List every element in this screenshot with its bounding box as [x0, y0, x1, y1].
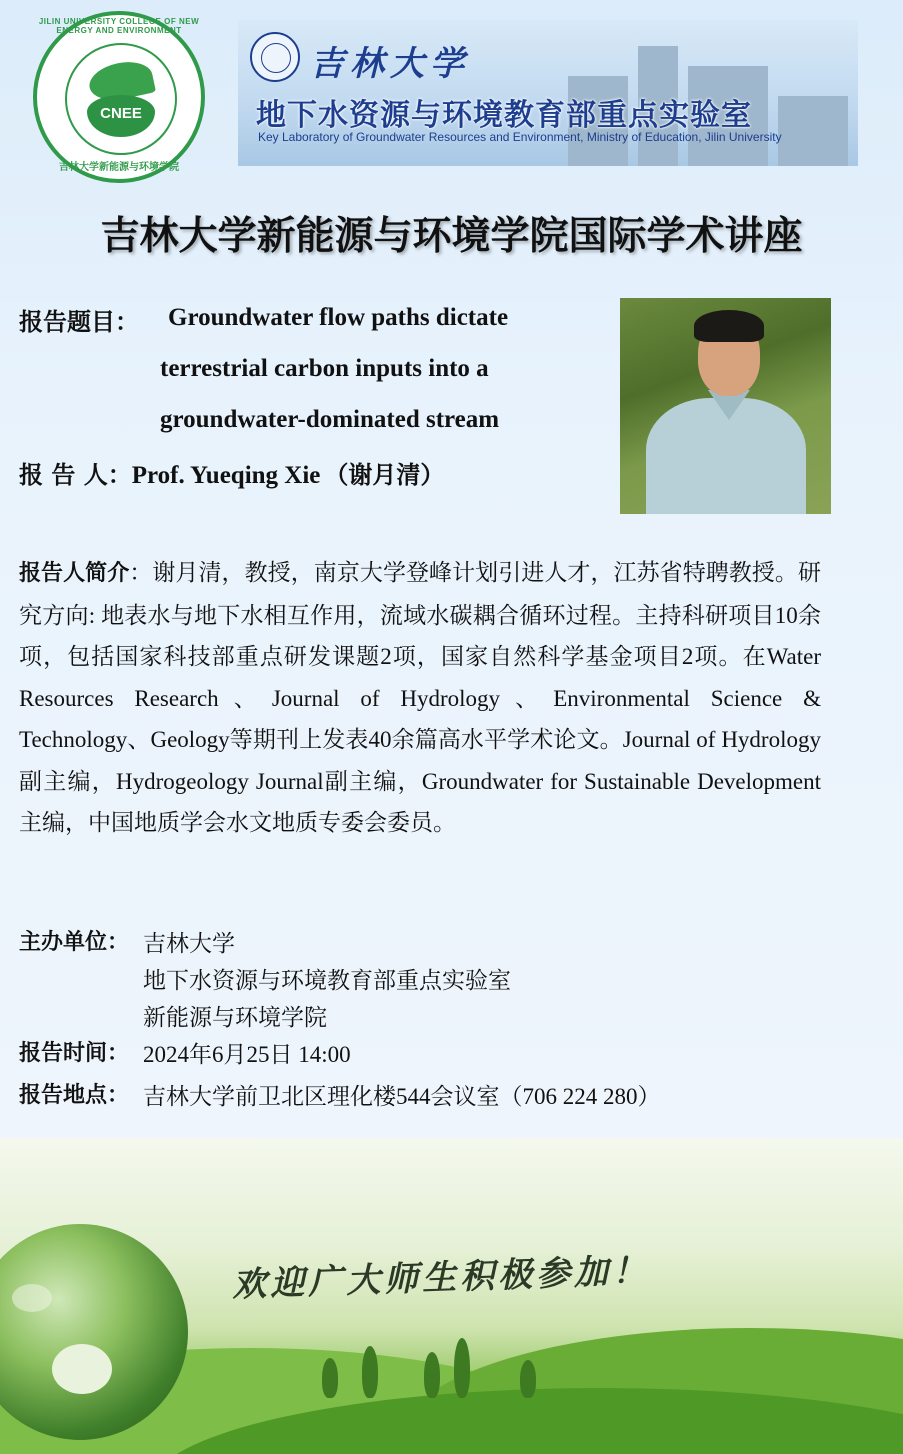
speaker-photo [620, 298, 831, 514]
bottom-landscape [0, 1138, 903, 1454]
organizer-item: 新能源与环境学院 [143, 1005, 327, 1030]
page-title: 吉林大学新能源与环境学院国际学术讲座 [100, 214, 803, 259]
topic-section [19, 302, 139, 337]
time-label: 报告时间： [19, 1041, 130, 1066]
location-value: 吉林大学前卫北区理化楼544会议室（706 224 280） [143, 1084, 661, 1109]
banner-university-name: 吉林大学 [310, 44, 470, 84]
speaker-bio [19, 552, 821, 844]
topic-label: 报告题目： [19, 308, 139, 336]
banner-lab-title: 地下水资源与环境教育部重点实验室 [256, 98, 752, 133]
banner-lab-subtitle: Key Laboratory of Groundwater Resources and Environment, Ministry of Education, Jilin University [258, 130, 782, 144]
speaker-name-cn: （谢月清） [324, 461, 445, 489]
organizer-label: 主办单位： [19, 930, 130, 955]
logo-emblem [65, 43, 177, 155]
university-seal-icon [250, 32, 300, 82]
topic-line: Groundwater flow paths dictate [168, 304, 509, 331]
location-label: 报告地点： [19, 1083, 130, 1108]
organizer-item: 吉林大学 [143, 931, 235, 956]
logo-ring-text: JILIN UNIVERSITY COLLEGE OF NEW ENERGY AND ENVIRONMENT [38, 17, 200, 35]
tree-icon [362, 1346, 378, 1398]
organizer-item: 地下水资源与环境教育部重点实验室 [143, 968, 511, 993]
organizer-section [19, 925, 511, 1035]
topic-title [160, 292, 580, 445]
tree-icon [322, 1358, 338, 1398]
bio-text: ：谢月清，教授，南京大学登峰计划引进人才，江苏省特聘教授。研究方向: 地表水与地下水相互作用，流域水碳耦合循环过程。主持科研项目10余项，包括国家科技部重点研发课题2项，国家自然科学基金项目2项。在Water Resources Research、Journal of Hydrology、Environmental Science & Technology、Geology等期刊上发表40余篇高水平学术论文。Journal of Hydrology 副主编，Hydrogeology Journal副主编，Groundwater for Sustainable Development主编，中国地质学会水文地质专委会委员。 [19, 560, 821, 835]
tree-icon [520, 1360, 536, 1398]
logo-bottom-text: 吉林大学新能源与环境学院 [59, 162, 179, 173]
speaker-section [19, 455, 444, 490]
tree-icon [454, 1338, 470, 1398]
college-logo [33, 11, 205, 183]
topic-line: groundwater-dominated stream [160, 406, 500, 433]
bio-label: 报告人简介 [19, 561, 130, 586]
lab-banner [238, 20, 858, 166]
topic-line: terrestrial carbon inputs into a [160, 355, 489, 382]
time-section [19, 1036, 351, 1067]
speaker-label: 报 告 人： [19, 461, 132, 489]
speaker-name: Prof. Yueqing Xie [131, 462, 321, 489]
location-section [19, 1078, 661, 1109]
welcome-slogan: 欢迎广大师生积极参加！ [231, 1250, 651, 1306]
logo-acronym: CNEE [100, 105, 142, 122]
tree-icon [424, 1352, 440, 1398]
time-value: 2024年6月25日 14:00 [143, 1042, 351, 1067]
